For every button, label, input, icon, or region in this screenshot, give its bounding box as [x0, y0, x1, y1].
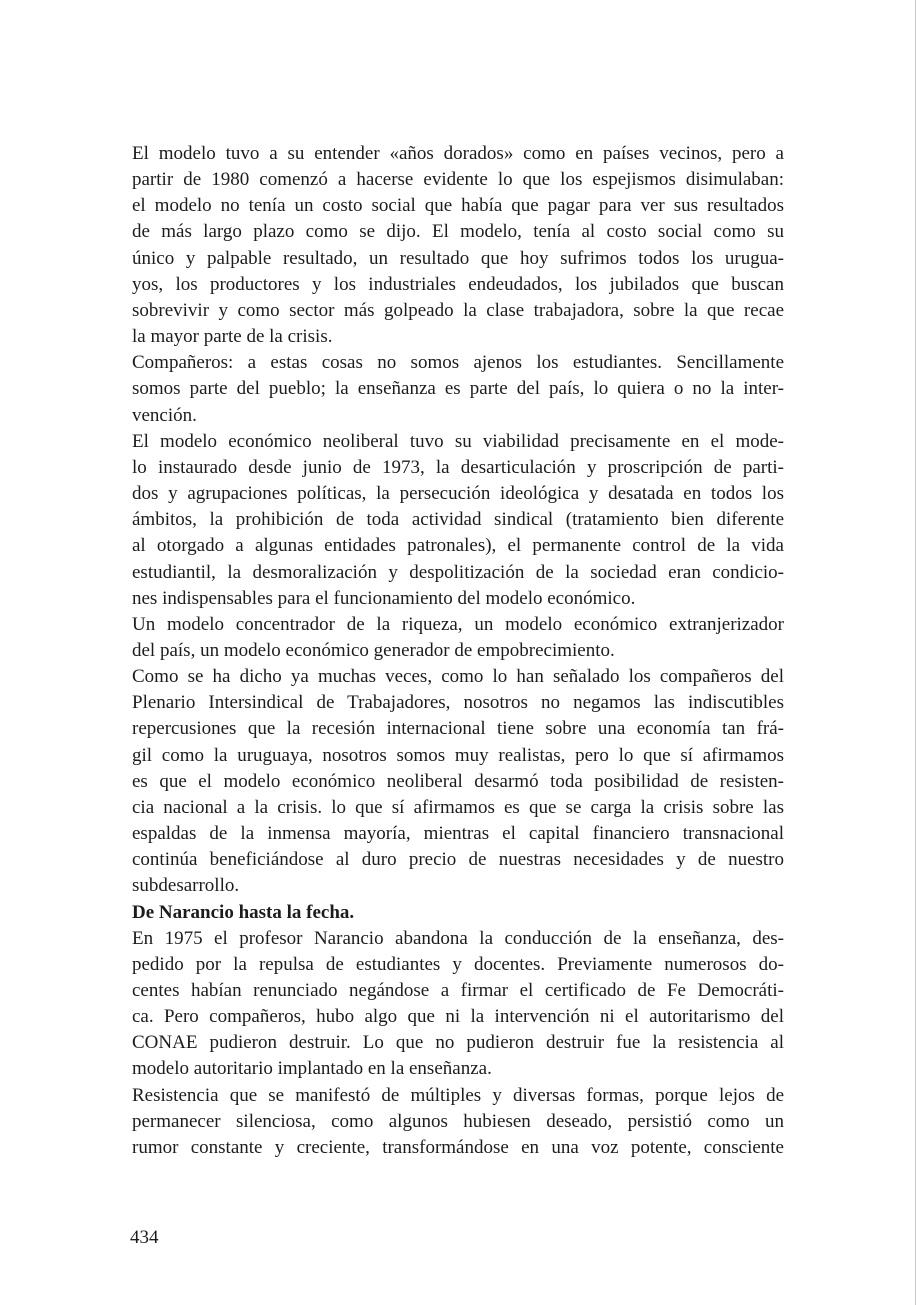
page-number: 434 [130, 1227, 159, 1248]
paragraph [132, 664, 784, 899]
text-line: El modelo tuvo a su entender «años dorados» como en países vecinos, pero a [132, 143, 784, 164]
text-line: rumor constante y creciente, transformándose en una voz potente, consciente [132, 1136, 784, 1158]
paragraph [132, 350, 784, 428]
text-line: centes habían renunciado negándose a firmar el certificado de Fe Democráti- [132, 980, 784, 1001]
text-line: al otorgado a algunas entidades patronales), el permanente control de la vida [132, 535, 784, 557]
text-line: somos parte del pueblo; la enseñanza es parte del país, lo quiera o no la inter- [132, 378, 784, 400]
paragraph [132, 926, 784, 1083]
text-line: es que el modelo económico neoliberal desarmó toda posibilidad de resisten- [132, 770, 784, 792]
paragraph [132, 141, 784, 350]
text-line: Como se ha dicho ya muchas veces, como lo han señalado los compañeros del [132, 666, 784, 688]
text-line: El modelo económico neoliberal tuvo su viabilidad precisamente en el mode- [132, 430, 784, 452]
text-line: la mayor parte de la crisis. [132, 326, 333, 348]
text-line: estudiantil, la desmoralización y despolitización de la sociedad eran condicio- [132, 561, 784, 583]
text-line: Compañeros: a estas cosas no somos ajenos los estudiantes. Sencillamente [132, 352, 784, 374]
text-line: Plenario Intersindical de Trabajadores, nosotros no negamos las indiscutibles [132, 692, 784, 714]
text-line: modelo autoritario implantado en la enseñanza. [132, 1058, 492, 1080]
text-line: permanecer silenciosa, como algunos hubiesen deseado, persistió como un [132, 1110, 784, 1132]
text-line: espaldas de la inmensa mayoría, mientras el capital financiero transnacional [132, 823, 784, 845]
paragraph [132, 612, 784, 664]
text-line: vención. [132, 404, 197, 426]
text-line: nes indispensables para el funcionamiento del modelo económico. [132, 587, 636, 609]
text-line: único y palpable resultado, un resultado que hoy sufrimos todos los urugua- [132, 247, 784, 269]
text-line: De Narancio hasta la fecha. [132, 901, 355, 923]
text-line: lo instaurado desde junio de 1973, la desarticulación y proscripción de parti- [132, 456, 784, 478]
text-line: partir de 1980 comenzó a hacerse evidente lo que los espejismos disimulaban: [132, 169, 784, 191]
paragraph [132, 1083, 784, 1161]
text-line: gil como la uruguaya, nosotros somos muy realistas, pero lo que sí afirmamos [132, 744, 784, 766]
text-line: ámbitos, la prohibición de toda actividad sindical (tratamiento bien diferente [132, 509, 784, 531]
text-line: subdesarrollo. [132, 875, 240, 897]
text-line: CONAE pudieron destruir. Lo que no pudieron destruir fue la resistencia al [132, 1032, 784, 1054]
text-line: el modelo no tenía un costo social que había que pagar para ver sus resultados [132, 195, 784, 217]
body-text [132, 141, 784, 1161]
paragraph [132, 429, 784, 612]
text-line: En 1975 el profesor Narancio abandona la conducción de la enseñanza, des- [132, 927, 784, 949]
text-line: repercusiones que la recesión internacional tiene sobre una economía tan frá- [132, 718, 784, 740]
text-line: del país, un modelo económico generador de empobrecimiento. [132, 639, 615, 661]
text-line: Un modelo concentrador de la riqueza, un modelo económico extranjerizador [132, 613, 784, 635]
text-line: sobrevivir y como sector más golpeado la clase trabajadora, sobre la que recae [132, 299, 784, 321]
section-heading [132, 900, 784, 926]
text-line: continúa beneficiándose al duro precio de nuestras necesidades y de nuestro [132, 849, 784, 871]
text-line: de más largo plazo como se dijo. El modelo, tenía al costo social como su [132, 221, 784, 243]
text-line: ca. Pero compañeros, hubo algo que ni la intervención ni el autoritarismo del [132, 1006, 784, 1028]
text-line: cia nacional a la crisis. lo que sí afirmamos es que se carga la crisis sobre las [132, 796, 784, 818]
text-line: Resistencia que se manifestó de múltiples y diversas formas, porque lejos de [132, 1084, 784, 1106]
text-line: dos y agrupaciones políticas, la persecución ideológica y desatada en todos los [132, 483, 784, 505]
text-line: pedido por la repulsa de estudiantes y docentes. Previamente numerosos do- [132, 953, 784, 975]
text-line: yos, los productores y los industriales endeudados, los jubilados que buscan [132, 273, 784, 295]
